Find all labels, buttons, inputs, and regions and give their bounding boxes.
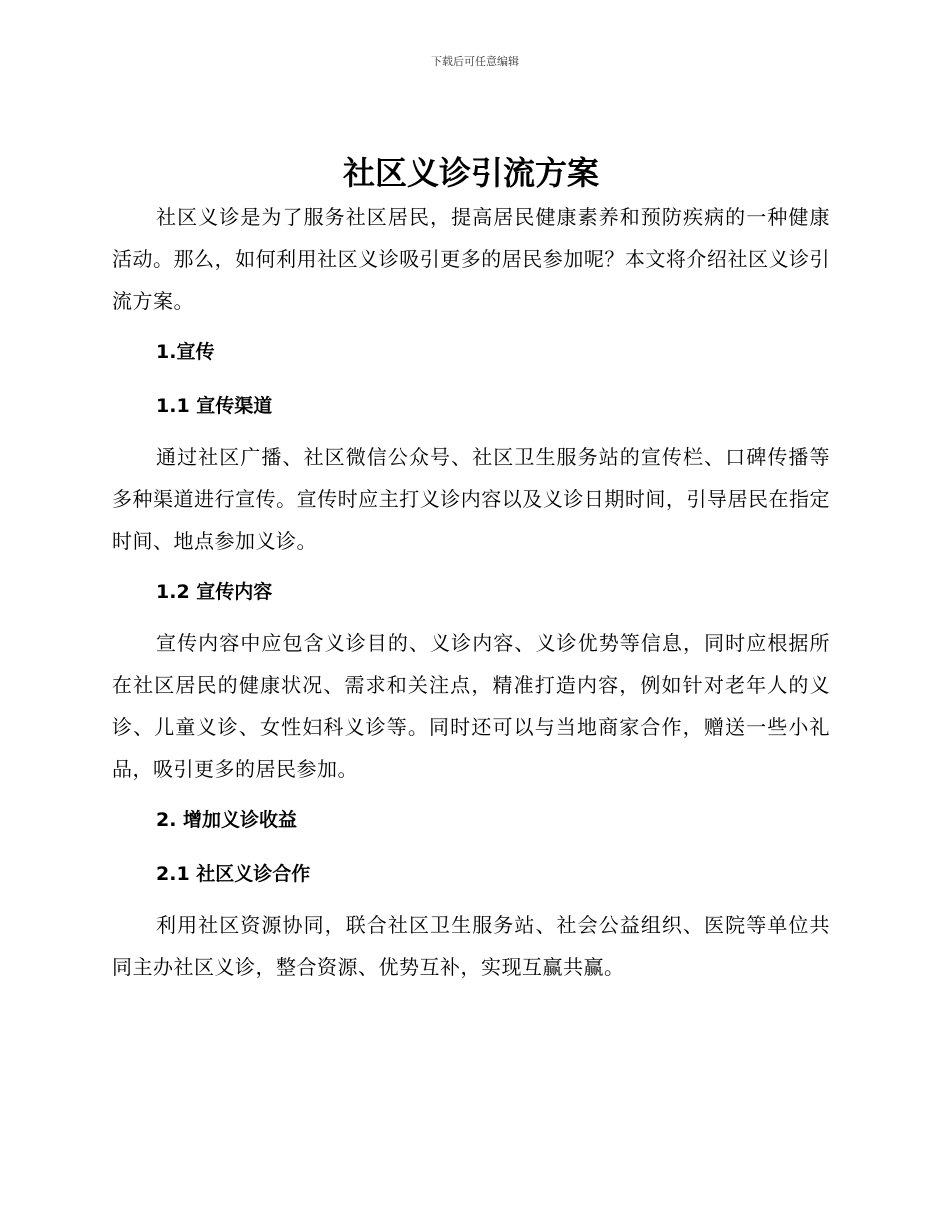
spacer xyxy=(112,886,830,904)
spacer xyxy=(112,604,830,622)
subsection-heading: 1.1 宣传渠道 xyxy=(156,395,273,417)
spacer xyxy=(112,364,830,394)
spacer xyxy=(112,562,830,580)
spacer xyxy=(112,832,830,862)
spacer xyxy=(112,322,830,340)
section-heading: 1.宣传 xyxy=(156,341,215,363)
section-heading: 2. 增加义诊收益 xyxy=(156,809,298,831)
spacer xyxy=(112,790,830,808)
intro-paragraph: 社区义诊是为了服务社区居民，提高居民健康素养和预防疾病的一种健康活动。那么，如何利用社区义诊吸引更多的居民参加呢？本文将介绍社区义诊引流方案。 xyxy=(112,205,830,313)
subsection-heading: 2.1 社区义诊合作 xyxy=(156,863,311,885)
section-paragraph: 利用社区资源协同，联合社区卫生服务站、社会公益组织、医院等单位共同主办社区义诊，整合资源、优势互补，实现互赢共赢。 xyxy=(112,913,830,979)
section-paragraph: 通过社区广播、社区微信公众号、社区卫生服务站的宣传栏、口碑传播等多种渠道进行宣传。宣传时应主打义诊内容以及义诊日期时间，引导居民在指定时间、地点参加义诊。 xyxy=(112,445,830,553)
subsection-heading: 1.2 宣传内容 xyxy=(156,581,273,603)
section-paragraph: 宣传内容中应包含义诊目的、义诊内容、义诊优势等信息，同时应根据所在社区居民的健康状况、需求和关注点，精准打造内容，例如针对老年人的义诊、儿童义诊、女性妇科义诊等。同时还可以与当地商家合作，赠送一些小礼品，吸引更多的居民参加。 xyxy=(112,631,830,781)
spacer xyxy=(112,418,830,436)
document-title: 社区义诊引流方案 xyxy=(342,154,599,192)
document-body xyxy=(112,150,830,988)
page-header: 下载后可任意编辑 xyxy=(431,55,519,68)
